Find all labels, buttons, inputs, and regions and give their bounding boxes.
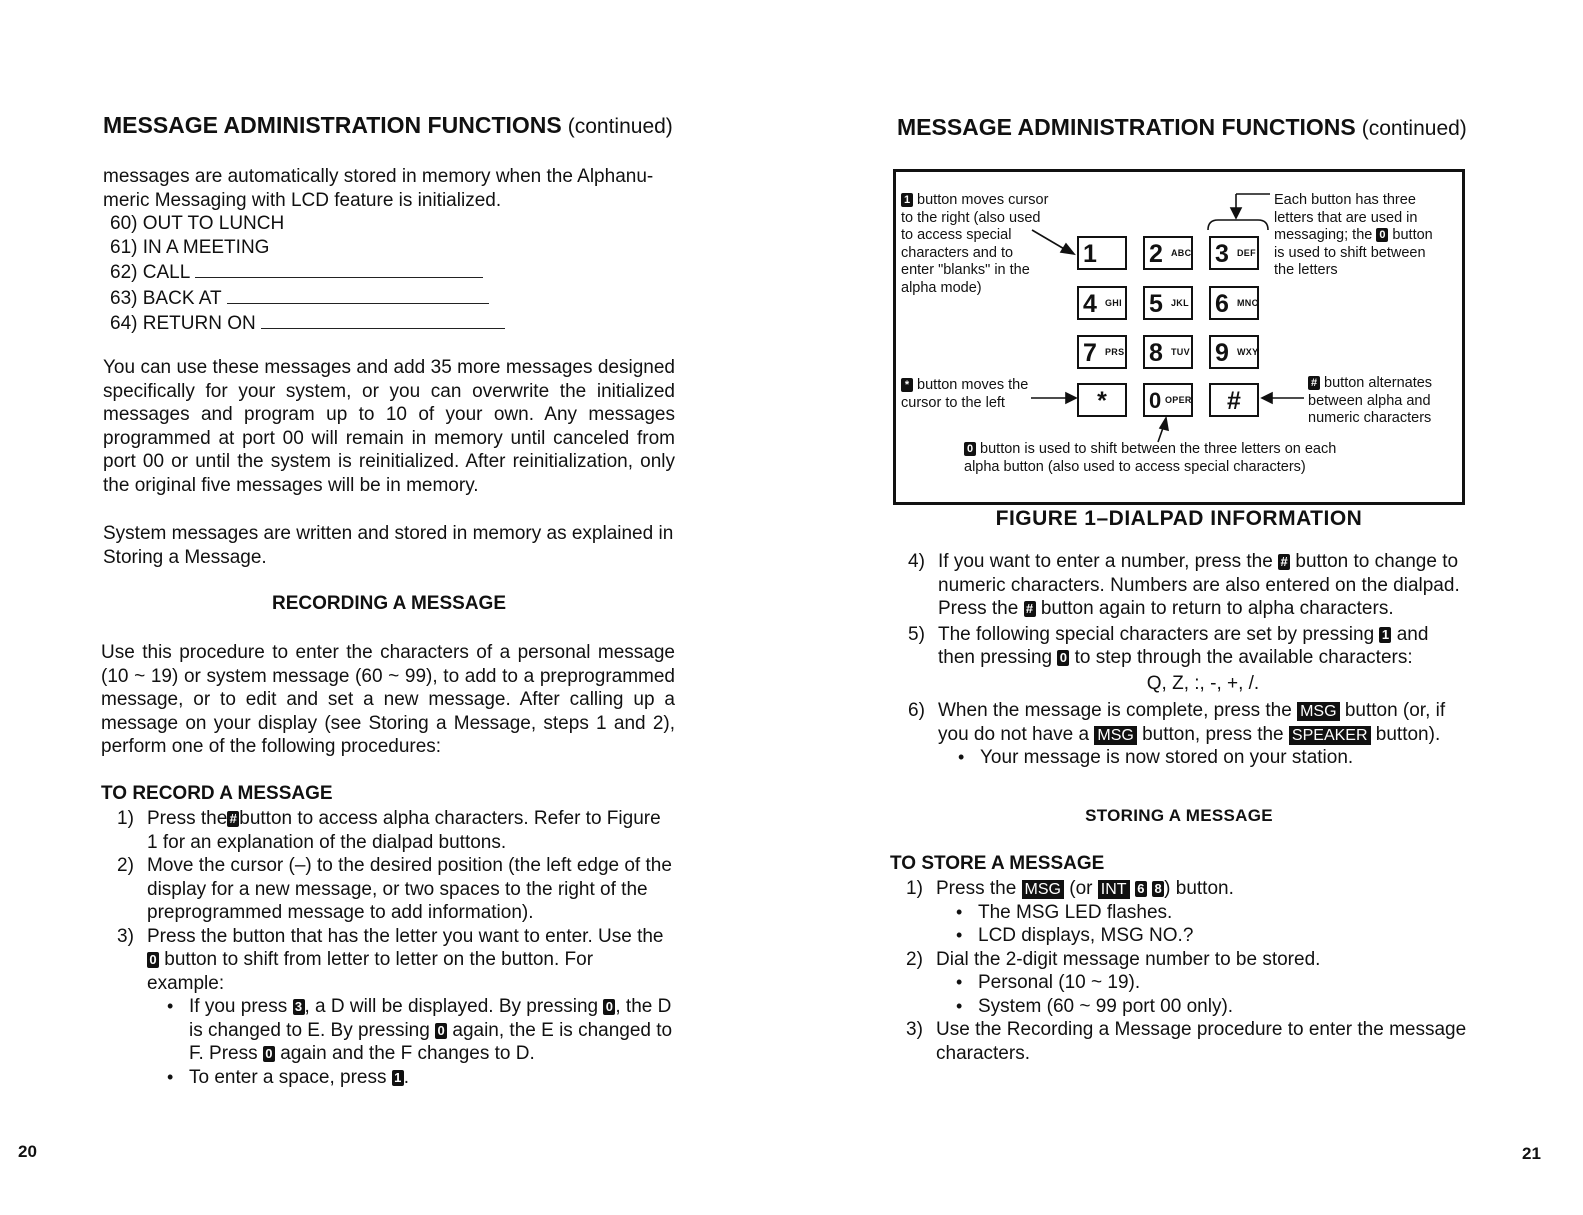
- preset-message-60: 60) OUT TO LUNCH: [110, 213, 285, 234]
- record-step-1: 1) Press the # button to access alpha characters. Refer to Figure 1 for an explanation of the dialpad buttons.: [117, 808, 661, 853]
- dialpad-figure: [893, 169, 1465, 505]
- step-6-bullet: • Your message is now stored on your station.: [938, 746, 1468, 770]
- dialpad-key-4: 4 GHI: [1077, 286, 1127, 320]
- paragraph-recording: Use this procedure to enter the characters of a personal message (10 ~ 19) or system message (60 ~ 99), to add to a preprogrammed message, or to edit and set a new message. After calling up a message on your display (see Storing a Message, steps 1 and 2), perform one of the following procedures:: [101, 642, 675, 757]
- store-step-3: 3) Use the Recording a Message procedure to enter the message characters.: [906, 1019, 1467, 1064]
- preset-message-62: 62) CALL: [110, 259, 610, 285]
- msg-key-icon: MSG: [1094, 726, 1136, 745]
- preset-message-61: 61) IN A MEETING: [110, 236, 270, 258]
- store-step-1-bullet-1: • The MSG LED flashes.: [936, 901, 1470, 925]
- record-bullet-example: • If you press 3 , a D will be displayed. By pressing 0 , the D is changed to E. By pressing 0 again, the E is changed to F. Press 0 again and the F changes to D.: [147, 995, 675, 1066]
- store-procedure-heading: TO STORE A MESSAGE: [890, 853, 1105, 874]
- note-star-key: * button moves the cursor to the left: [901, 377, 1029, 411]
- paragraph-system-messages: System messages are written and stored in memory as explained in Storing a Message.: [103, 523, 674, 568]
- zero-key-icon: 0: [603, 999, 615, 1015]
- star-key-icon: *: [901, 378, 913, 392]
- zero-key-icon: 0: [147, 952, 159, 968]
- int-key-icon: INT: [1098, 880, 1130, 899]
- msg-key-icon: MSG: [1297, 702, 1339, 721]
- dialpad-key-2: 2 ABC: [1143, 236, 1193, 270]
- dialpad-key-1: 1: [1077, 236, 1127, 270]
- recording-heading: RECORDING A MESSAGE: [271, 593, 506, 614]
- zero-key-icon: 0: [263, 1046, 275, 1062]
- hash-key-icon: #: [1278, 554, 1290, 570]
- note-one-key: 1 button moves cursor to the right (also used to access special characters and to enter "blanks" in the alpha mode): [901, 192, 1049, 296]
- dialpad-key-hash: #: [1209, 383, 1259, 417]
- dialpad-key-9: 9 WXY: [1209, 335, 1259, 369]
- intro-text: messages are automatically stored in memory when the Alphanu- meric Messaging with LCD feature is initialized.: [103, 166, 654, 211]
- right-page: [790, 0, 1583, 1215]
- record-step-3: 3) Press the button that has the letter you want to enter. Use the 0 button to shift from letter to letter on the button. For example: • If you press 3 , a D will be displayed. By pressing 0 , the D is changed to E. By pressing 0 again, the E is changed to F. Press 0 again and the F changes to D. • To enter a space, press 1 .: [101, 925, 675, 1090]
- paragraph-custom-messages: You can use these messages and add 35 more messages designed specifically for your system, or you can overwrite the initialized messages and program up to 10 of your own. Any messages programmed at port 00 will remain in memory until canceled from port 00 or until the system is reinitialized. After reinitialization, only the original five messages will be in memory.: [103, 357, 675, 496]
- note-zero-key: 0 button is used to shift between the three letters on each alpha button (also used to access special characters): [964, 441, 1337, 475]
- arrow-head-top: [1231, 208, 1241, 218]
- hash-key-icon: #: [1308, 376, 1320, 390]
- step-5: 5) The following special characters are set by pressing 1 and then pressing 0 to step through the available characters: Q, Z, :, -, +, /.: [892, 623, 1468, 696]
- record-procedure-heading: TO RECORD A MESSAGE: [101, 783, 333, 804]
- record-bullet-space: • To enter a space, press 1 .: [147, 1066, 675, 1090]
- dialpad-key-0: 0 OPER: [1143, 383, 1193, 417]
- hash-key-icon: #: [227, 811, 239, 827]
- dialpad-key-star: *: [1077, 383, 1127, 417]
- page-number-left: 20: [18, 1142, 37, 1161]
- page-number-right: 21: [1522, 1144, 1541, 1163]
- right-page-heading: MESSAGE ADMINISTRATION FUNCTIONS (continued): [897, 114, 1467, 140]
- eight-key-icon: 8: [1152, 881, 1164, 897]
- arrow-head-hash: [1262, 393, 1272, 403]
- dialpad-steps: [892, 550, 1468, 770]
- three-key-icon: 3: [293, 999, 305, 1015]
- store-step-2: 2) Dial the 2-digit message number to be stored. • Personal (10 ~ 19). • System (60 ~ 99 port 00 only).: [890, 948, 1470, 1019]
- store-step-2-bullet-2: • System (60 ~ 99 port 00 only).: [936, 995, 1470, 1019]
- dialpad-key-3: 3 DEF: [1209, 236, 1259, 270]
- note-hash-key: # button alternates between alpha and numeric characters: [1308, 375, 1433, 426]
- one-key-icon: 1: [901, 193, 913, 207]
- figure-caption: FIGURE 1–DIALPAD INFORMATION: [995, 507, 1363, 530]
- store-step-1-bullet-2: • LCD displays, MSG NO.?: [936, 924, 1470, 948]
- zero-key-icon: 0: [1057, 650, 1069, 666]
- store-step-2-bullet-1: • Personal (10 ~ 19).: [936, 971, 1470, 995]
- one-key-icon: 1: [1379, 627, 1391, 643]
- record-step-2: 2) Move the cursor (–) to the desired position (the left edge of the display for a new message, or two spaces to the right of the preprogrammed message to add information).: [117, 855, 672, 923]
- dialpad-key-5: 5 JKL: [1143, 286, 1193, 320]
- hash-key-icon: #: [1024, 601, 1036, 617]
- step-6: 6) When the message is complete, press the MSG button (or, if you do not have a MSG button, press the SPEAKER button). • Your message is now stored on your station.: [892, 699, 1468, 770]
- zero-key-icon: 0: [1376, 228, 1388, 242]
- left-page-heading: MESSAGE ADMINISTRATION FUNCTIONS (continued): [103, 112, 673, 138]
- storing-heading: STORING A MESSAGE: [1085, 806, 1273, 825]
- note-three-letters: Each button has three letters that are used in messaging; the 0 button is used to shift between the letters: [1274, 192, 1433, 278]
- arrow-head-zero: [1160, 418, 1168, 430]
- figure-arrows: [896, 172, 1462, 502]
- special-characters: Q, Z, :, -, +, /.: [1146, 672, 1260, 694]
- six-key-icon: 6: [1135, 881, 1147, 897]
- one-key-icon: 1: [392, 1070, 404, 1086]
- store-step-1: 1) Press the MSG (or INT 6 8 ) button. • The MSG LED flashes. • LCD displays, MSG NO.?: [890, 877, 1470, 948]
- step-4: 4) If you want to enter a number, press the # button to change to numeric characters. Numbers are also entered on the dialpad. Press the # button again to return to alpha characters.: [908, 551, 1460, 619]
- arrow-head-star: [1066, 393, 1076, 403]
- msg-key-icon: MSG: [1022, 880, 1064, 899]
- bracket-top-right: [1208, 220, 1268, 230]
- zero-key-icon: 0: [964, 442, 976, 456]
- left-page: [0, 0, 790, 1215]
- store-steps: [890, 877, 1470, 1065]
- dialpad-key-6: 6 MNO: [1209, 286, 1259, 320]
- arrow-head-key-1: [1061, 244, 1074, 254]
- record-steps: [101, 807, 675, 1089]
- speaker-key-icon: SPEAKER: [1289, 726, 1371, 745]
- arrow-to-key-1: [1032, 230, 1066, 250]
- preset-message-63: 63) BACK AT: [110, 285, 610, 311]
- dialpad-key-8: 8 TUV: [1143, 335, 1193, 369]
- preset-message-list: [110, 212, 610, 336]
- preset-message-64: 64) RETURN ON: [110, 310, 610, 336]
- dialpad-key-7: 7 PRS: [1077, 335, 1127, 369]
- zero-key-icon: 0: [435, 1023, 447, 1039]
